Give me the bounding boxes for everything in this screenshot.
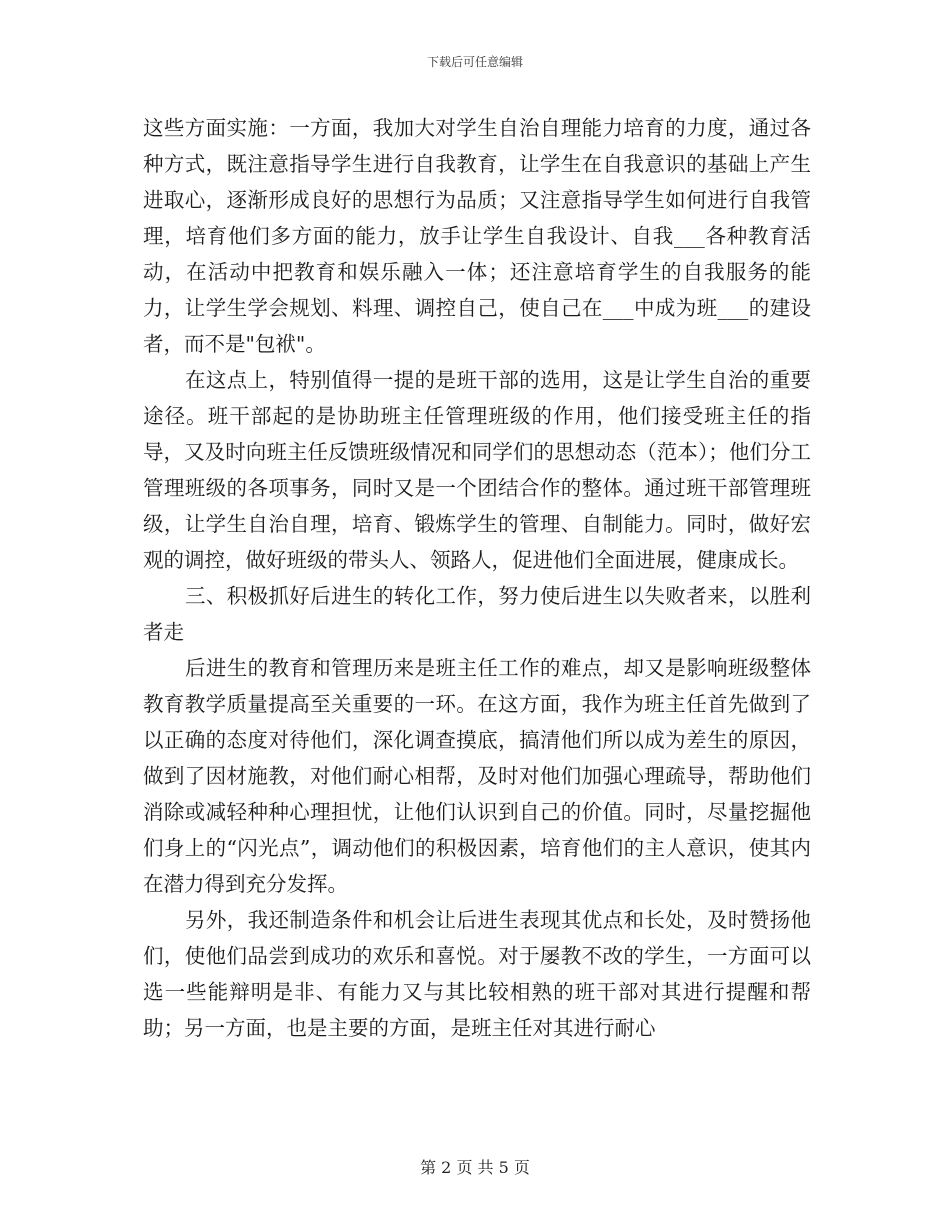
paragraph-2: 在这点上，特别值得一提的是班干部的选用，这是让学生自治的重要途径。班干部起的是协助班主任管理班级的作用，他们接受班主任的指导，又及时向班主任反馈班级情况和同学们的思想动态（范本）；他们分工管理班级的各项事务，同时又是一个团结合作的整体。通过班干部管理班级，让学生自治自理，培育、锻炼学生的管理、自制能力。同时，做好宏观的调控，做好班级的带头人、领路人，促进他们全面进展，健康成长。 [143, 368, 811, 572]
document-body [143, 110, 811, 1046]
page-number: 第 2 页 共 5 页 [420, 1158, 530, 1177]
section-heading-3: 三、积极抓好后进生的转化工作，努力使后进生以失败者来，以胜利者走 [143, 584, 811, 644]
page-header-note: 下载后可任意编辑 [426, 55, 523, 69]
paragraph-4: 后进生的教育和管理历来是班主任工作的难点，却又是影响班级整体教育教学质量提高至关重要的一环。在这方面，我作为班主任首先做到了以正确的态度对待他们，深化调查摸底，搞清他们所以成为差生的原因，做到了因材施教，对他们耐心相帮，及时对他们加强心理疏导，帮助他们消除或减轻种种心理担忧，让他们认识到自己的价值。同时，尽量挖掘他们身上的“闪光点”，调动他们的积极因素，培育他们的主人意识，使其内在潜力得到充分发挥。 [143, 656, 811, 896]
paragraph-1: 这些方面实施：一方面，我加大对学生自治自理能力培育的力度，通过各种方式，既注意指导学生进行自我教育，让学生在自我意识的基础上产生进取心，逐渐形成良好的思想行为品质；又注意指导学生如何进行自我管理，培育他们多方面的能力，放手让学生自我设计、自我___各种教育活动，在活动中把教育和娱乐融入一体；还注意培育学生的自我服务的能力，让学生学会规划、料理、调控自己，使自己在___中成为班___的建设者，而不是"包袱"。 [143, 116, 811, 356]
paragraph-5: 另外，我还制造条件和机会让后进生表现其优点和长处，及时赞扬他们，使他们品尝到成功的欢乐和喜悦。对于屡教不改的学生，一方面可以选一些能辩明是非、有能力又与其比较相熟的班干部对其进行提醒和帮助；另一方面，也是主要的方面，是班主任对其进行耐心 [143, 908, 811, 1040]
